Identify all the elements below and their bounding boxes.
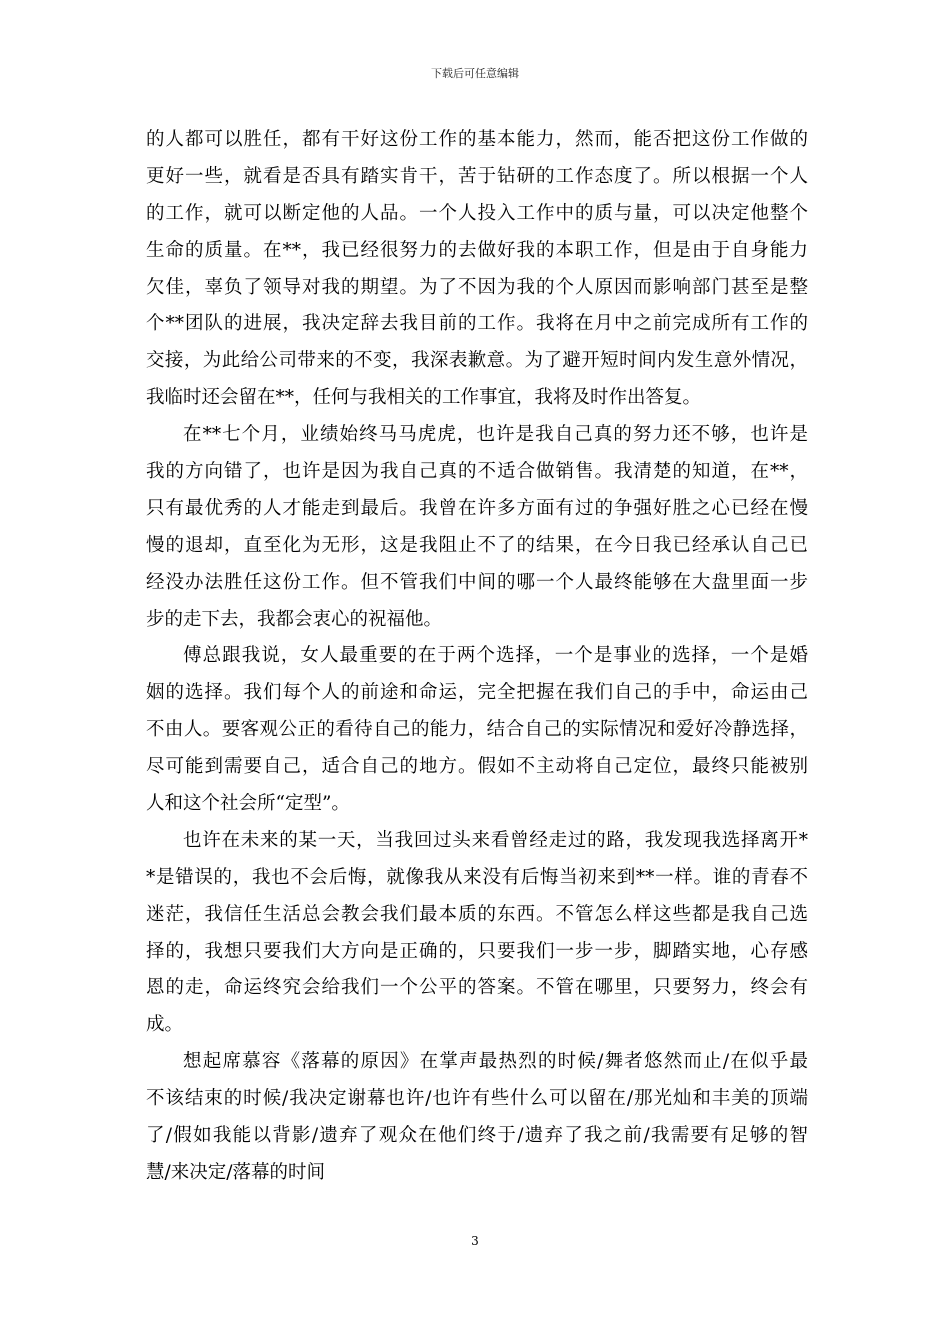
text-line: 更好一些，就看是否具有踏实肯干，苦于钻研的工作态度了。所以根据一个人 [146,165,808,187]
text-line: 姻的选择。我们每个人的前途和命运，完全把握在我们自己的手中，命运由己 [146,682,808,704]
text-line: 生命的质量。在**，我已经很努力的去做好我的本职工作，但是由于自身能力 [146,239,808,261]
text-line: 我的方向错了，也许是因为我自己真的不适合做销售。我清楚的知道，在**， [146,461,808,483]
text-line: 在**七个月，业绩始终马马虎虎，也许是我自己真的努力还不够，也许是 [183,424,808,446]
text-line: 慢的退却，直至化为无形，这是我阻止不了的结果，在今日我已经承认自己已 [146,534,808,556]
page-header [0,66,950,82]
document-body [146,122,808,1192]
text-line: 只有最优秀的人才能走到最后。我曾在许多方面有过的争强好胜之心已经在慢 [146,497,808,519]
text-line: 成。 [146,1014,184,1036]
header-text: 下载后可任意编辑 [431,67,519,80]
text-line: 欠佳，辜负了领导对我的期望。为了不因为我的个人原因而影响部门甚至是整 [146,276,808,298]
text-line: *是错误的，我也不会后悔，就像我从来没有后悔当初来到**一样。谁的青春不 [146,866,808,888]
text-line: 慧/来决定/落幕的时间 [146,1161,325,1183]
text-line: 择的，我想只要我们大方向是正确的，只要我们一步一步，脚踏实地，心存感 [146,940,808,962]
text-line: 我临时还会留在**，任何与我相关的工作事宜，我将及时作出答复。 [146,387,702,409]
text-line: 的人都可以胜任，都有干好这份工作的基本能力，然而，能否把这份工作做的 [146,129,808,150]
page-number-text: 3 [471,1234,479,1248]
text-line: 了/假如我能以背影/遗弃了观众在他们终于/遗弃了我之前/我需要有足够的智 [146,1125,808,1147]
page-number [0,1233,950,1249]
text-line: 尽可能到需要自己，适合自己的地方。假如不主动将自己定位，最终只能被别 [146,756,808,778]
text-line: 恩的走，命运终究会给我们一个公平的答案。不管在哪里，只要努力，终会有 [146,977,808,999]
text-line: 不该结束的时候/我决定谢幕也许/也许有些什么可以留在/那光灿和丰美的顶端 [146,1088,808,1110]
text-line: 经没办法胜任这份工作。但不管我们中间的哪一个人最终能够在大盘里面一步 [146,571,808,593]
text-line: 交接，为此给公司带来的不变，我深表歉意。为了避开短时间内发生意外情况， [146,350,808,372]
text-line: 想起席慕容《落幕的原因》在掌声最热烈的时候/舞者悠然而止/在似乎最 [183,1051,808,1073]
text-line: 步的走下去，我都会衷心的祝福他。 [146,608,443,630]
text-line: 也许在未来的某一天，当我回过头来看曾经走过的路，我发现我选择离开* [183,829,808,851]
text-line: 傅总跟我说，女人最重要的在于两个选择，一个是事业的选择，一个是婚 [183,645,808,667]
text-line: 不由人。要客观公正的看待自己的能力，结合自己的实际情况和爱好冷静选择， [146,719,808,741]
text-line: 个**团队的进展，我决定辞去我目前的工作。我将在月中之前完成所有工作的 [146,313,808,335]
text-line: 的工作，就可以断定他的人品。一个人投入工作中的质与量，可以决定他整个 [146,202,808,224]
text-line: 人和这个社会所“定型”。 [146,793,350,815]
text-line: 迷茫，我信任生活总会教会我们最本质的东西。不管怎么样这些都是我自己选 [146,903,808,925]
